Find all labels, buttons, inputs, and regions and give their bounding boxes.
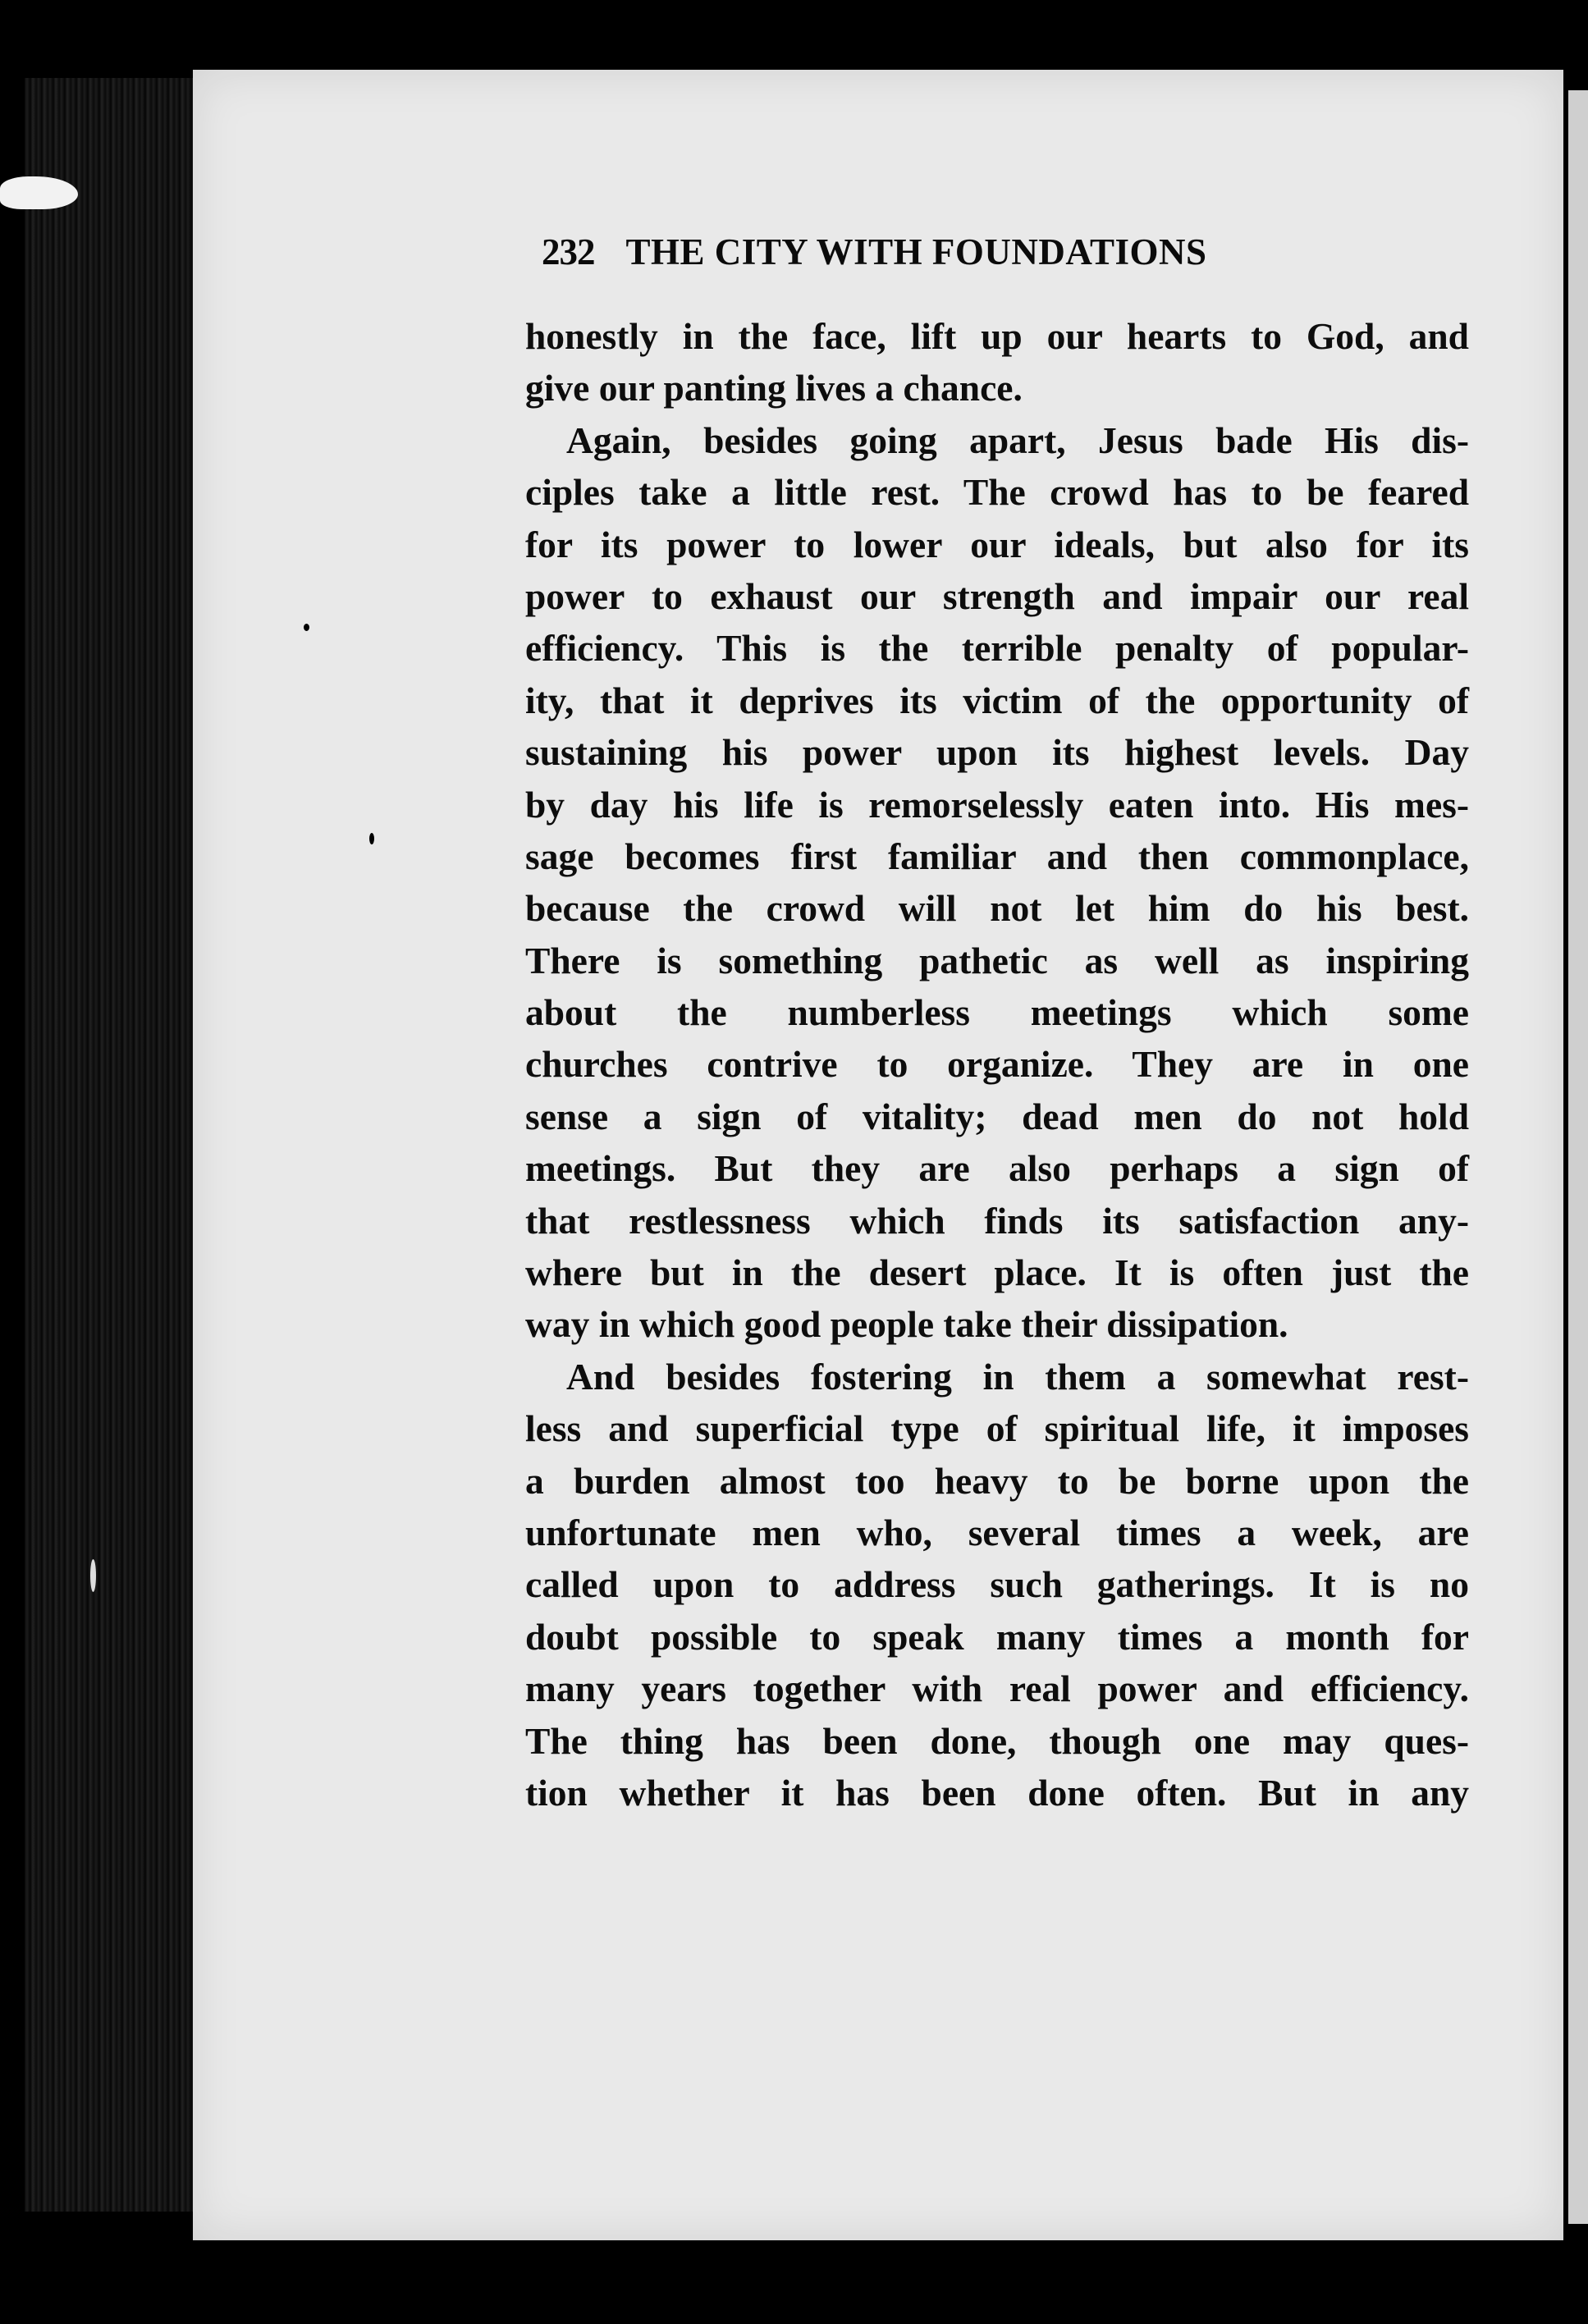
text-line: ity, that it deprives its victim of the opportunity of <box>525 679 1469 721</box>
text-line: meetings. But they are also perhaps a sign of <box>525 1147 1469 1190</box>
text-line: for its power to lower our ideals, but also for its <box>525 523 1469 565</box>
text-line: give our panting lives a chance. <box>525 367 1023 409</box>
text-line: churches contrive to organize. They are in one <box>525 1043 1469 1086</box>
text-line: doubt possible to speak many times a month for <box>525 1615 1469 1658</box>
text-line: ciples take a little rest. The crowd has to be feared <box>525 471 1469 514</box>
running-head <box>542 223 1371 281</box>
text-line: tion whether it has been done often. But in any <box>525 1771 1469 1814</box>
text-line: sense a sign of vitality; dead men do not hold <box>525 1095 1469 1137</box>
text-line: There is something pathetic as well as inspiring <box>525 939 1469 981</box>
text-line: that restlessness which finds its satisfaction any- <box>525 1199 1469 1242</box>
text-line: because the crowd will not let him do his best. <box>525 887 1469 930</box>
text-line: called upon to address such gatherings. It is no <box>525 1563 1469 1606</box>
text-line: honestly in the face, lift up our hearts to God, and <box>525 315 1469 357</box>
running-title: THE CITY WITH FOUNDATIONS <box>625 231 1207 272</box>
text-line: about the numberless meetings which some <box>525 991 1469 1034</box>
scan-speck <box>369 833 374 844</box>
page-number: 232 <box>542 231 595 272</box>
text-line: sage becomes first familiar and then commonplace, <box>525 835 1469 877</box>
text-line: way in which good people take their dissipation. <box>525 1303 1288 1346</box>
text-line: The thing has been done, though one may ques- <box>525 1719 1469 1762</box>
text-line: less and superficial type of spiritual life, it imposes <box>525 1407 1469 1450</box>
scan-speck <box>0 176 78 209</box>
text-line: where but in the desert place. It is often just the <box>525 1251 1469 1294</box>
book-binding <box>25 78 193 2212</box>
text-line: sustaining his power upon its highest levels. Day <box>525 731 1469 774</box>
text-line: efficiency. This is the terrible penalty of popular- <box>525 627 1469 670</box>
text-line: by day his life is remorselessly eaten into. His mes- <box>525 783 1469 826</box>
body-text <box>525 310 1469 1818</box>
text-line: unfortunate men who, several times a week, are <box>525 1511 1469 1553</box>
text-line: Again, besides going apart, Jesus bade His dis- <box>566 419 1469 461</box>
text-line: many years together with real power and efficiency. <box>525 1668 1469 1710</box>
scan-speck <box>90 1559 96 1592</box>
text-line: power to exhaust our strength and impair our real <box>525 574 1469 617</box>
adjacent-page-edge <box>1563 90 1588 2224</box>
scan-speck <box>304 624 309 631</box>
text-line: a burden almost too heavy to be borne upon the <box>525 1459 1469 1502</box>
text-line: And besides fostering in them a somewhat rest- <box>566 1355 1469 1398</box>
